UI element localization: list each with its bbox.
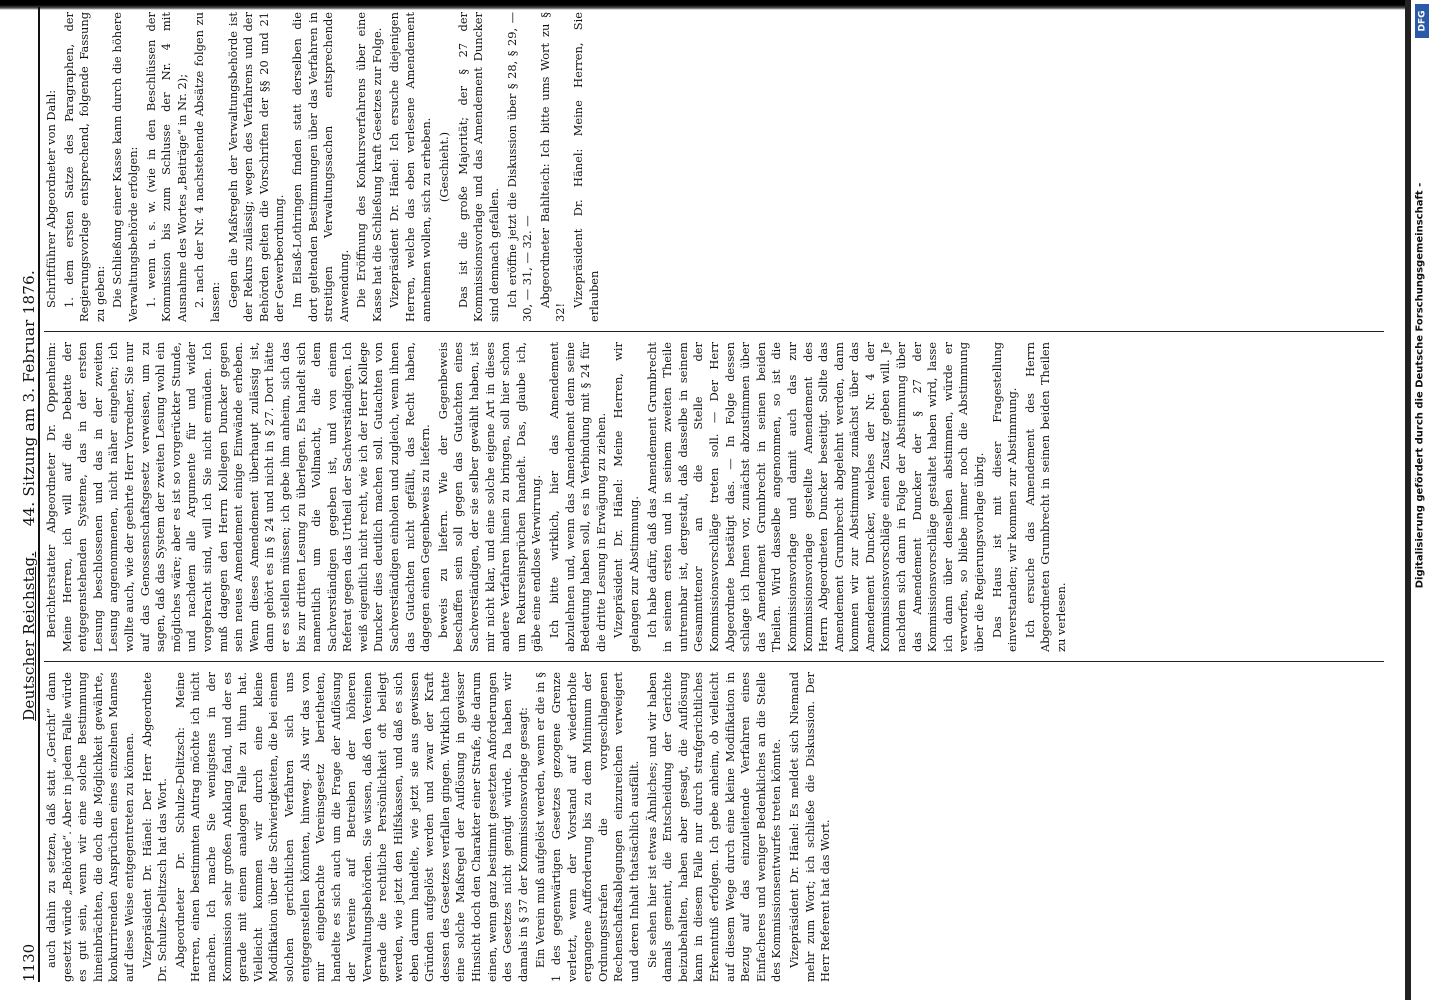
paragraph: beweis zu liefern. Wie der Gegenbeweis beschaffen sein soll gegen das Gutachten eines Sachverständigen, der sie selber gewählt haben, ist mir nicht klar, und eine solche eigene Art in dieses andere Verfahren hinein zu bringen, soll hier schon um Rekurseinsprüchen handelt. Das, glaube ich, gäbe eine endlose Verwirrung.	[435, 342, 544, 652]
scanned-page: 1130 Deutscher Reichstag. 44. Sitzung am 3. Februar 1876. auch dahin zu setzen, daß statt „Gericht“ dann gesetzt würde „Behörde“. Aber in jedem Falle würde es gut sein, wenn wir eine solche Bestimmung hineinbrächten, die doch die Möglichkeit gewährte, konkurrirenden Ansprüchen eines einzelnen Mannes auf diese Weise entgegentreten zu können. Vizepräsident Dr. Hänel: Der Herr Abgeordnete Dr. Schulze-Delitzsch hat das Wort. Abgeordneter Dr. Schulze-Delitzsch: Meine Herren, einen bestimmten Antrag möchte ich nicht machen. Ich mache Sie wenigstens in der Kommission sehr großen Anklang fand, und der es gerade mit einem analogen Falle zu thun hat. Vielleicht kommen wir durch eine kleine Modifikation über die Schwierigkeiten, die bei einem solchen gerichtlichen Verfahren sich uns entgegenstellen könnten, hinweg. Als wir das von mir eingebrachte Vereinsgesetz berietheten, handelte es sich auch um die Frage der Auflösung der Vereine auf Betreiben der höheren Verwaltungsbehörden. Sie wissen, daß den Vereinen gerade die rechtliche Persönlichkeit oft beilegt werden, wie jetzt den Hilfskassen, und daß es sich eben darum handelte, wie jetzt sie aus gewissen Gründen aufgelöst werden und zwar der Kraft dessen des Gesetzes verfallen gingen. Wirklich hatte eine solche Maßregel der Auflösung in gewisser Hinsicht doch den Charakter einer Strafe, die darum einen, wenn ganz bestimmt gesetzten Anforderungen des Gesetzes nicht genügt würde. Da haben wir damals in § 37 der Kommissionsvorlage gesagt: Ein Verein muß aufgelöst werden, wenn er die in § 1 des gegenwärtigen Gesetzes gezogene Grenze verletzt, wenn der Vorstand auf wiederholte ergangene Aufforderung bis zu dem Minimum der Ordnungsstrafen die vorgeschlagenen Rechenschaftsablegungen einzureichen verweigert und deren Inhalt thatsächlich ausfällt. Sie sehen hier ist etwas Ähnliches; und wir haben damals gemeint, die Entscheidung der Gerichte beizubehalten, haben aber gesagt, die Auflösung kann in diesem Falle nur durch strafgerichtliches Erkenntniß erfolgen. Ich gebe anheim, ob vielleicht auf diesem Wege durch eine kleine Modifikation in Bezug auf das einzuleitende Verfahren eines Einfacheres und weniger Bedenkliches an die Stelle des Kommissionsentwurfes treten könnte. Vizepräsident Dr. Hänel: Es meldet sich Niemand mehr zum Wort; ich schließe die Diskussion. Der Herr Referent hat das Wort. Berichterstatter Abgeordneter Dr. Oppenheim: Meine Herren, ich will auf die Debatte der entgegenstehenden Systeme, das in der ersten Lesung beschlossenen und das in der zweiten Lesung angenommenen, nicht näher eingehen; ich wollte auch, wie der geehrte Herr Vorredner, Sie nur auf das Genossenschaftsgesetz verweisen, um zu sagen, daß das System der zweiten Lesung wohl ein mögliches wäre; aber es ist so vorgerückter Stunde, und nachdem alle Argumente für und wider vorgebracht sind, will ich Sie nicht ermüden. Ich muß dagegen den Herrn Kollegen Duncker gegen sein neues Amendement einige Einwände erheben. Wenn dieses Amendement überhaupt zulässig ist, dann gehört es in § 24 und nicht in § 27. Dort hätte er es stellen müssen; ich gebe ihm anheim, sich das bis zur dritten Lesung zu überlegen. Es handelt sich namentlich um die Vollmacht, die dem Sachverständigen gegeben ist, und von einem Referat gegen das Urtheil der Sachverständigen. Ich weiß eigentlich nicht recht, wie ich der Herr Kollege Duncker dies deutlich machen soll. Gutachten von Sachverständigen einholen und zugleich, wenn ihnen das Gutachten nicht gefällt, das Recht haben, dagegen einen Gegenbeweis zu liefern. beweis zu liefern. Wie der Gegenbeweis beschaffen sein soll gegen das Gutachten eines Sachverständigen, der sie selber gewählt haben, ist mir nicht klar, und eine solche eigene Art in dieses andere Verfahren hinein zu bringen, soll hier schon um Rekurseinsprüchen handelt. Das, glaube ich, gäbe eine endlose Verwirrung. Ich bitte wirklich, hier das Amendement abzulehnen und, wenn das Amendement denn seine Bedeutung haben soll, es in Verbindung mit § 24 für die dritte Lesung in Erwägung zu ziehen. Vizepräsident Dr. Hänel: Meine Herren, wir gelangen zur Abstimmung. Ich habe dafür, daß das Amendement Grumbrecht in seinem ersten und in seinem zweiten Theile untrennbar ist, dergestalt, daß dasselbe in seinem Gesammttenor an die Stelle der Kommissionsvorschläge treten soll. — Der Herr Abgeordnete bestätigt das. — In Folge dessen schlage ich Ihnen vor, zunächst abzustimmen über das Amendement Grumbrecht in seinen beiden Theilen. Wird dasselbe angenommen, so ist die Kommissionsvorlage und damit auch das zur Kommissionsvorlage gestellte Amendement des Herrn Abgeordneten Duncker beseitigt. Sollte das Amendement Grumbrecht abgelehnt werden, dann kommen wir zur Abstimmung zunächst über das Amendement Duncker, welches der Nr. 4 der Kommissionsvorschläge einen Zusatz geben will. Je nachdem sich dann in Folge der Abstimmung über das Amendement Duncker der § 27 der Kommissionsvorschläge gestaltet haben wird, lasse ich dann über denselben abstimmen, würde er verworfen, so bliebe immer noch die Abstimmung über die Regierungsvorlage übrig. Das Haus ist mit dieser Fragestellung einverstanden; wir kommen zur Abstimmung. Ich ersuche das Amendement des Herrn Abgeordneten Grumbrecht in seinen beiden Theilen zu verlesen. Schriftführer Abgeordneter von Dahl: 1. dem ersten Satze des Paragraphen, der Regierungsvorlage entsprechend, folgende Fassung zu geben: Die Schließung einer Kasse kann durch die höhere Verwaltungsbehörde erfolgen: 1. wenn u. s. w. (wie in den Beschlüssen der Kommission bis zum Schlusse der Nr. 4 mit Ausnahme des Wortes „Beiträge“ in Nr. 2); 2. nach der Nr. 4 nachstehende Absätze folgen zu lassen: Gegen die Maßregeln der Verwaltungsbehörde ist der Rekurs zulässig; wegen des Verfahrens und der Behörden gelten die Vorschriften der §§ 20 und 21 der Gewerbeordnung. Im Elsaß-Lothringen finden statt derselben die dort geltenden Bestimmungen über das Verfahren in streitigen Verwaltungssachen entsprechende Anwendung. Die Eröffnung des Konkursverfahrens über eine Kasse hat die Schließung kraft Gesetzes zur Folge. Vizepräsident Dr. Hänel: Ich ersuche diejenigen Herren, welche das eben verlesene Amendement annehmen wollen, sich zu erheben. (Geschieht.) Das ist die große Majorität; der § 27 der Kommissionsvorlage und das Amendement Duncker sind demnach gefallen. Ich eröffne jetzt die Diskussion über § 28, § 29, — 30, — 31, — 32. — Abgeordneter Bahlteich: Ich bitte ums Wort zu § 32! Vizepräsident Dr. Hänel: Meine Herren, Sie erlauben DFG Digitalisierung gefördert durch die Deutsche Forschungsgemeinschaft -	[0, 0, 1432, 1000]
text-column-middle	[44, 342, 1394, 652]
dfg-logo-icon: DFG	[1415, 4, 1429, 38]
column-divider	[44, 661, 1384, 662]
running-title-right: 44. Sitzung am 3. Februar 1876.	[20, 269, 38, 527]
paragraph: Vizepräsident Dr. Hänel: Meine Herren, Sie erlauben	[571, 12, 601, 322]
text-column-right	[44, 12, 1394, 322]
paragraph: Gegen die Maßregeln der Verwaltungsbehörde ist der Rekurs zulässig; wegen des Verfahrens und der Behörden gelten die Vorschriften der §§ 20 und 21 der Gewerbeordnung.	[225, 12, 287, 322]
running-header	[8, 7, 40, 982]
scan-edge-right	[1405, 0, 1411, 1000]
paragraph: Im Elsaß-Lothringen finden statt derselben die dort geltenden Bestimmungen über das Verfahren in streitigen Verwaltungssachen entsprechende Anwendung.	[289, 12, 351, 322]
paragraph: Ich eröffne jetzt die Diskussion über § 28, § 29, — 30, — 31, — 32. —	[504, 12, 535, 322]
paragraph: Ich bitte wirklich, hier das Amendement abzulehnen und, wenn das Amendement denn seine Bedeutung haben soll, es in Verbindung mit § 24 für die dritte Lesung in Erwägung zu ziehen.	[547, 342, 608, 652]
paragraph: Berichterstatter Abgeordneter Dr. Oppenheim: Meine Herren, ich will auf die Debatte der entgegenstehenden Systeme, das in der ersten Lesung beschlossenen und das in der zweiten Lesung angenommenen, nicht näher eingehen; ich wollte auch, wie der geehrte Herr Vorredner, Sie nur auf das Genossenschaftsgesetz verweisen, um zu sagen, daß das System der zweiten Lesung wohl ein mögliches wäre; aber es ist so vorgerückter Stunde, und nachdem alle Argumente für und wider vorgebracht sind, will ich Sie nicht ermüden. Ich muß dagegen den Herrn Kollegen Duncker gegen sein neues Amendement einige Einwände erheben. Wenn dieses Amendement überhaupt zulässig ist, dann gehört es in § 24 und nicht in § 27. Dort hätte er es stellen müssen; ich gebe ihm anheim, sich das bis zur dritten Lesung zu überlegen. Es handelt sich namentlich um die Vollmacht, die dem Sachverständigen gegeben ist, und von einem Referat gegen das Urtheil der Sachverständigen. Ich weiß eigentlich nicht recht, wie ich der Herr Kollege Duncker dies deutlich machen soll. Gutachten von Sachverständigen einholen und zugleich, wenn ihnen das Gutachten nicht gefällt, das Recht haben, dagegen einen Gegenbeweis zu liefern.	[44, 342, 433, 652]
running-title-left: Deutscher Reichstag.	[20, 551, 38, 721]
paragraph: auch dahin zu setzen, daß statt „Gericht“ dann gesetzt würde „Behörde“. Aber in jedem Falle würde es gut sein, wenn wir eine solche Bestimmung hineinbrächten, die doch die Möglichkeit gewährte, konkurrirenden Ansprüchen eines einzelnen Mannes auf diese Weise entgegentreten zu können.	[44, 672, 136, 982]
paragraph: (Geschieht.)	[437, 131, 452, 203]
paragraph: Vizepräsident Dr. Hänel: Meine Herren, wir gelangen zur Abstimmung.	[611, 342, 641, 652]
paragraph: Sie sehen hier ist etwas Ähnliches; und wir haben damals gemeint, die Entscheidung der Gerichte beizubehalten, haben aber gesagt, die Auflösung kann in diesem Falle nur durch strafgerichtliches Erkenntniß erfolgen. Ich gebe anheim, ob vielleicht auf diesem Wege durch eine kleine Modifikation in Bezug auf das einzuleitende Verfahren eines Einfacheres und weniger Bedenkliches an die Stelle des Kommissionsentwurfes treten könnte.	[644, 672, 784, 982]
paragraph: Ich ersuche das Amendement des Herrn Abgeordneten Grumbrecht in seinen beiden Theilen zu verlesen.	[1022, 342, 1068, 652]
paragraph: 1. dem ersten Satze des Paragraphen, der Regierungsvorlage entsprechend, folgende Fassung zu geben:	[61, 12, 107, 322]
paragraph: Vizepräsident Dr. Hänel: Der Herr Abgeordnete Dr. Schulze-Delitzsch hat das Wort.	[139, 672, 170, 982]
paragraph: Die Eröffnung des Konkursverfahrens über eine Kasse hat die Schließung kraft Gesetzes zur Folge.	[354, 12, 384, 322]
paragraph: 2. nach der Nr. 4 nachstehende Absätze folgen zu lassen:	[192, 12, 222, 322]
paragraph: Vizepräsident Dr. Hänel: Es meldet sich Niemand mehr zum Wort; ich schließe die Diskussion. Der Herr Referent hat das Wort.	[786, 672, 833, 982]
paragraph: Ich habe dafür, daß das Amendement Grumbrecht in seinem ersten und in seinem zweiten Theile untrennbar ist, dergestalt, daß dasselbe in seinem Gesammttenor an die Stelle der Kommissionsvorschläge treten soll. — Der Herr Abgeordnete bestätigt das. — In Folge dessen schlage ich Ihnen vor, zunächst abzustimmen über das Amendement Grumbrecht in seinen beiden Theilen. Wird dasselbe angenommen, so ist die Kommissionsvorlage und damit auch das zur Kommissionsvorlage gestellte Amendement des Herrn Abgeordneten Duncker beseitigt. Sollte das Amendement Grumbrecht abgelehnt werden, dann kommen wir zur Abstimmung zunächst über das Amendement Duncker, welches der Nr. 4 der Kommissionsvorschläge einen Zusatz geben will. Je nachdem sich dann in Folge der Abstimmung über das Amendement Duncker der § 27 der Kommissionsvorschläge gestaltet haben wird, lasse ich dann über denselben abstimmen, würde er verworfen, so bliebe immer noch die Abstimmung über die Regierungsvorlage übrig.	[644, 342, 987, 652]
paragraph: Ein Verein muß aufgelöst werden, wenn er die in § 1 des gegenwärtigen Gesetzes gezogene Grenze verletzt, wenn der Vorstand auf wiederholte ergangene Aufforderung bis zu dem Minimum der Ordnungsstrafen die vorgeschlagenen Rechenschaftsablegungen einzureichen verweigert und deren Inhalt thatsächlich ausfällt.	[533, 672, 641, 982]
paragraph: Abgeordneter Dr. Schulze-Delitzsch: Meine Herren, einen bestimmten Antrag möchte ich nicht machen. Ich mache Sie wenigstens in der Kommission sehr großen Anklang fand, und der es gerade mit einem analogen Falle zu thun hat. Vielleicht kommen wir durch eine kleine Modifikation über die Schwierigkeiten, die bei einem solchen gerichtlichen Verfahren sich uns entgegenstellen könnten, hinweg. Als wir das von mir eingebrachte Vereinsgesetz berietheten, handelte es sich auch um die Frage der Auflösung der Vereine auf Betreiben der höheren Verwaltungsbehörden. Sie wissen, daß den Vereinen gerade die rechtliche Persönlichkeit oft beilegt werden, wie jetzt den Hilfskassen, und daß es sich eben darum handelte, wie jetzt sie aus gewissen Gründen aufgelöst werden und zwar der Kraft dessen des Gesetzes verfallen gingen. Wirklich hatte eine solche Maßregel der Auflösung in gewisser Hinsicht doch den Charakter einer Strafe, die darum einen, wenn ganz bestimmt gesetzten Anforderungen des Gesetzes nicht genügt würde. Da haben wir damals in § 37 der Kommissionsvorlage gesagt:	[172, 672, 530, 982]
paragraph: Abgeordneter Bahlteich: Ich bitte ums Wort zu § 32!	[537, 12, 568, 322]
paragraph: Die Schließung einer Kasse kann durch die höhere Verwaltungsbehörde erfolgen:	[110, 12, 140, 322]
paragraph: Vizepräsident Dr. Hänel: Ich ersuche diejenigen Herren, welche das eben verlesene Amendement annehmen wollen, sich zu erheben.	[387, 12, 433, 322]
page-number: 1130	[20, 943, 38, 982]
paragraph: Das ist die große Majorität; der § 27 der Kommissionsvorlage und das Amendement Duncker sind demnach gefallen.	[455, 12, 502, 322]
paragraph: Das Haus ist mit dieser Fragestellung einverstanden; wir kommen zur Abstimmung.	[989, 342, 1020, 652]
text-column-left	[44, 672, 1394, 982]
paragraph: Schriftführer Abgeordneter von Dahl:	[44, 89, 58, 308]
paragraph: 1. wenn u. s. w. (wie in den Beschlüssen der Kommission bis zum Schlusse der Nr. 4 mit Ausnahme des Wortes „Beiträge“ in Nr. 2);	[143, 12, 189, 322]
column-divider	[44, 331, 1384, 332]
running-title	[20, 47, 38, 944]
